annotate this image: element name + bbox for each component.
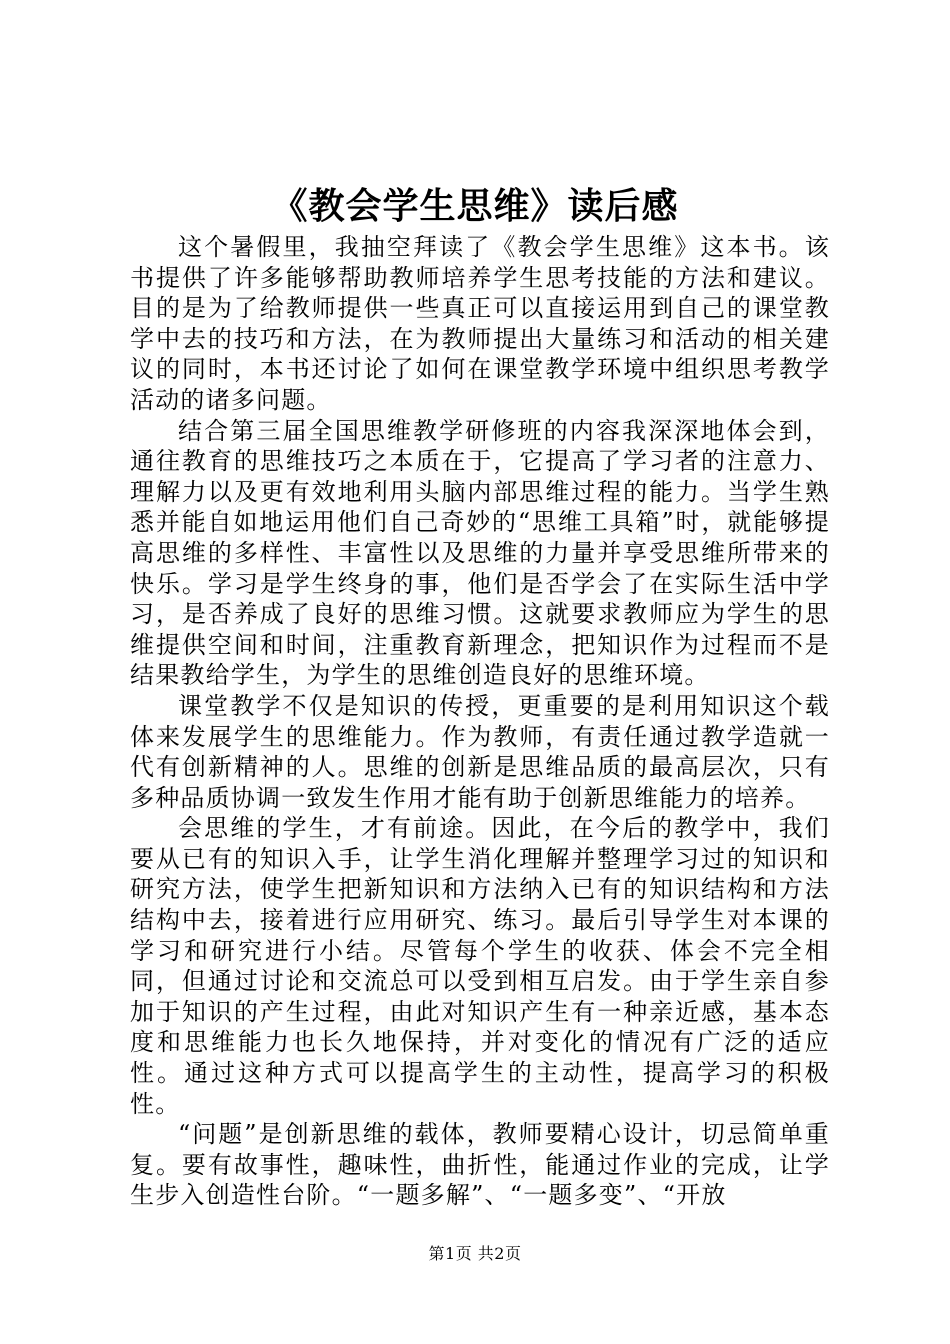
document-body xyxy=(130,232,830,1211)
paragraph: 这个暑假里，我抽空拜读了《教会学生思维》这本书。该书提供了许多能够帮助教师培养学生思考技能的方法和建议。目的是为了给教师提供一些真正可以直接运用到自己的课堂教学中去的技巧和方法，在为教师提出大量练习和活动的相关建议的同时，本书还讨论了如何在课堂教学环境中组织思考教学活动的诸多问题。 xyxy=(130,233,830,414)
page-number-footer: 第1页 共2页 xyxy=(428,1244,522,1263)
paragraph: 结合第三届全国思维教学研修班的内容我深深地体会到，通往教育的思维技巧之本质在于，它提高了学习者的注意力、理解力以及更有效地利用头脑内部思维过程的能力。当学生熟悉并能自如地运用他们自己奇妙的“思维工具箱”时，就能够提高思维的多样性、丰富性以及思维的力量并享受思维所带来的快乐。学习是学生终身的事，他们是否学会了在实际生活中学习，是否养成了良好的思维习惯。这就要求教师应为学生的思维提供空间和时间，注重教育新理念，把知识作为过程而不是结果教给学生，为学生的思维创造良好的思维环境。 xyxy=(130,416,830,690)
document-title: 《教会学生思维》读后感 xyxy=(271,185,679,227)
paragraph: “问题”是创新思维的载体，教师要精心设计，切忌简单重复。要有故事性，趣味性，曲折性，能通过作业的完成，让学生步入创造性台阶。“一题多解”、“一题多变”、“开放 xyxy=(130,1120,830,1210)
paragraph: 会思维的学生，才有前途。因此，在今后的教学中，我们要从已有的知识入手，让学生消化理解并整理学习过的知识和研究方法，使学生把新知识和方法纳入已有的知识结构和方法结构中去，接着进行应用研究、练习。最后引导学生对本课的学习和研究进行小结。尽管每个学生的收获、体会不完全相同，但通过讨论和交流总可以受到相互启发。由于学生亲自参加于知识的产生过程，由此对知识产生有一种亲近感，基本态度和思维能力也长久地保持，并对变化的情况有广泛的适应性。通过这种方式可以提高学生的主动性，提高学习的积极性。 xyxy=(130,814,830,1118)
paragraph: 课堂教学不仅是知识的传授，更重要的是利用知识这个载体来发展学生的思维能力。作为教师，有责任通过教学造就一代有创新精神的人。思维的创新是思维品质的最高层次，只有多种品质协调一致发生作用才能有助于创新思维能力的培养。 xyxy=(130,691,830,812)
